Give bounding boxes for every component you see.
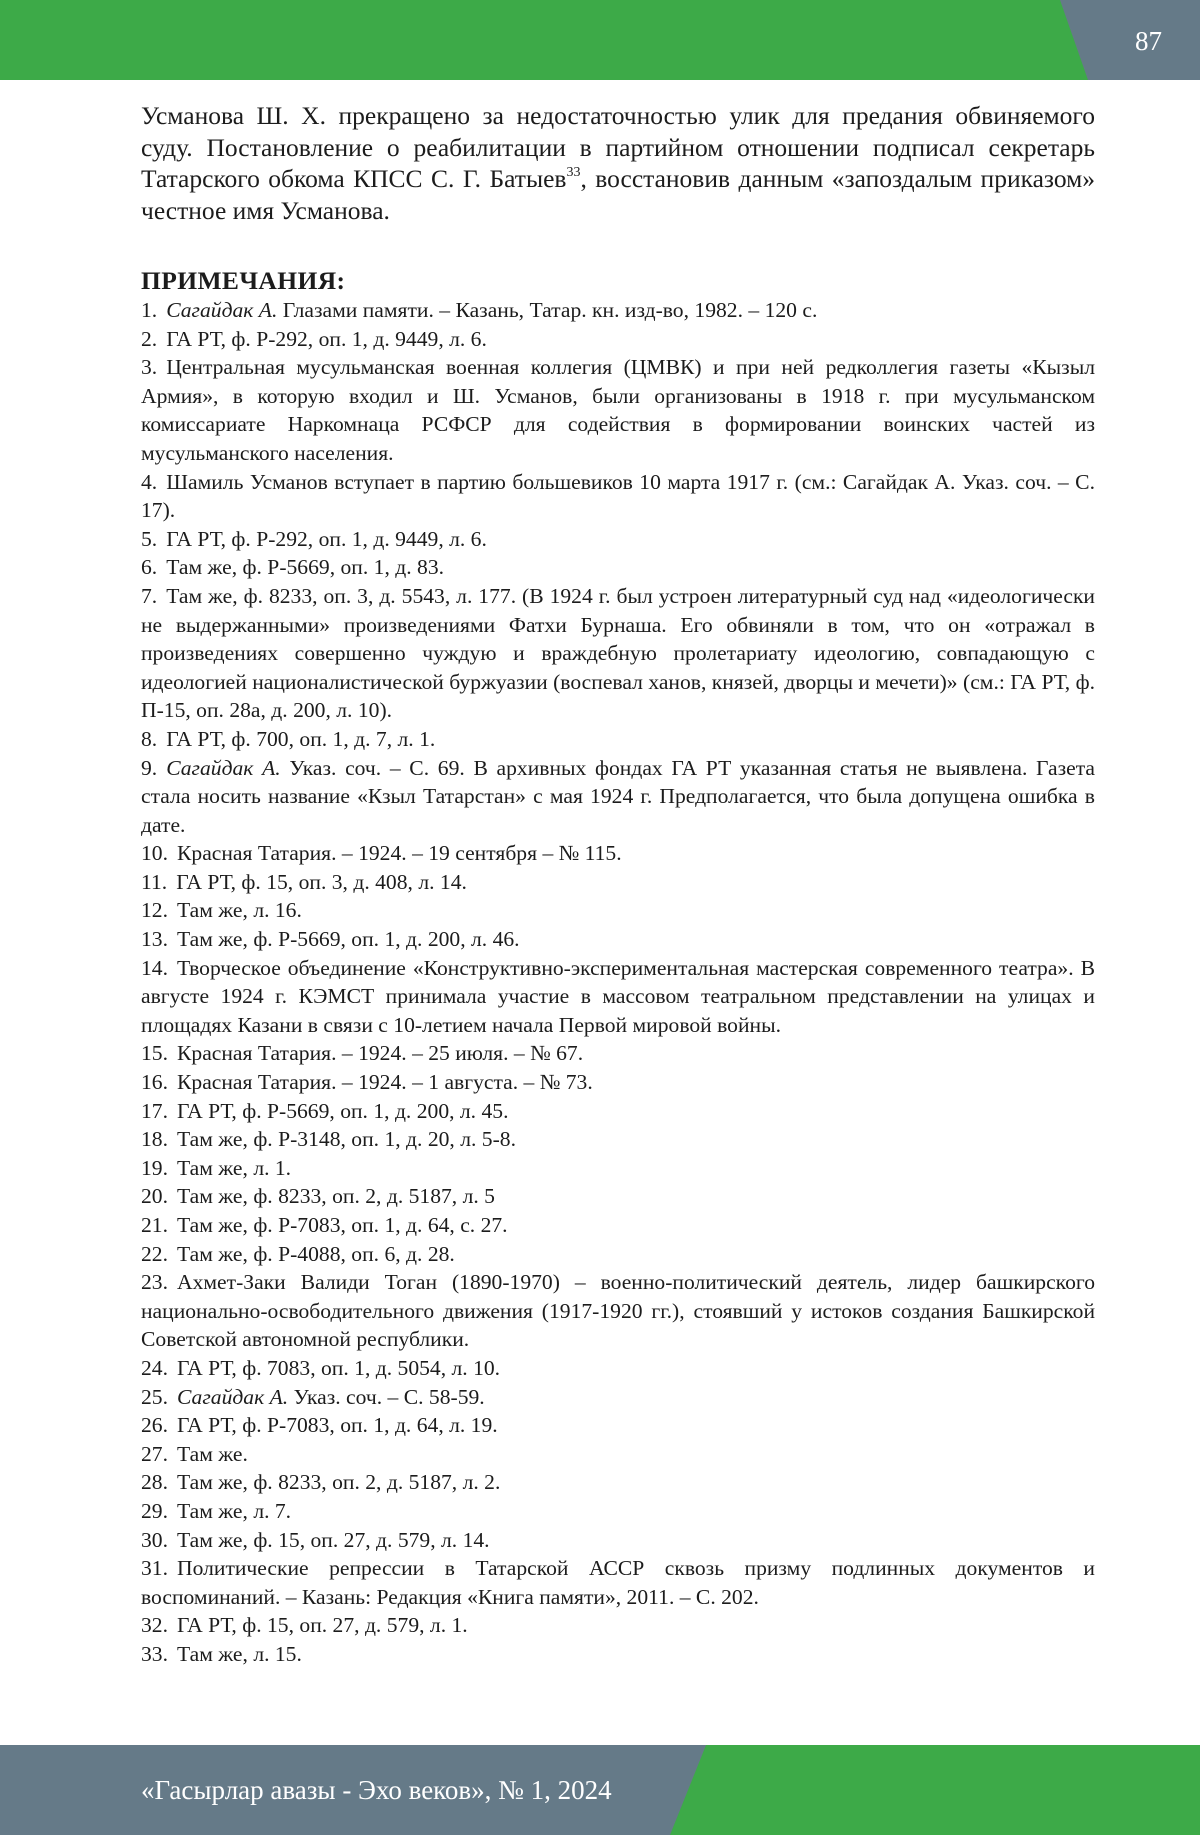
note-item [141,1154,1095,1183]
note-text: Творческое объединение «Конструктивно-экспериментальная мастерская современного театра». В августе 1924 г. КЭМСТ принимала участие в массовом театральном представлении на улицах и площадях Казани в связи с 10-летием начала Первой мировой войны. [141,955,1095,1037]
note-text: Там же, л. 16. [177,898,302,923]
note-item [141,296,1095,325]
note-item [141,325,1095,354]
note-item [141,868,1095,897]
notes-heading: ПРИМЕЧАНИЯ: [141,266,346,295]
note-item [141,896,1095,925]
note-number: 2. [141,326,158,351]
note-text: ГА РТ, ф. Р-292, оп. 1, д. 9449, л. 6. [166,526,487,551]
note-author: Сагайдак А. [166,755,281,780]
note-number: 10. [141,841,168,866]
note-number: 1. [141,298,158,322]
note-number: 24. [141,1355,168,1380]
note-text: ГА РТ, ф. 700, оп. 1, д. 7, л. 1. [166,726,436,751]
page-number: 87 [1135,26,1162,56]
page-content [141,100,1095,1669]
note-item [141,553,1095,582]
note-item [141,1039,1095,1068]
note-text: ГА РТ, ф. Р-5669, оп. 1, д. 200, л. 45. [177,1098,509,1123]
note-text: Там же, ф. 15, оп. 27, д. 579, л. 14. [177,1527,490,1552]
note-number: 16. [141,1070,168,1095]
note-number: 15. [141,1041,168,1066]
page-footer [0,1745,1200,1835]
note-item [141,582,1095,725]
note-number: 5. [141,526,158,551]
note-text: Там же, ф. 8233, оп. 2, д. 5187, л. 5 [177,1184,495,1209]
note-text: Там же, ф. Р-5669, оп. 1, д. 200, л. 46. [177,927,520,952]
note-number: 11. [141,869,168,894]
note-item [141,925,1095,954]
note-item [141,1554,1095,1611]
note-number: 27. [141,1441,168,1466]
note-text: ГА РТ, ф. 15, оп. 3, д. 408, л. 14. [176,869,467,894]
intro-text-part-1: Усманова Ш. Х. прекращено за недостаточностью улик для предания обвиняемого суду. Постановление о реабилитации в партийном отношении подписал секретарь Татарского обкома КПСС С. Г. Батыев [141,101,1095,193]
note-item [141,839,1095,868]
note-text: Красная Татария. – 1924. – 19 сентября – № 115. [177,841,622,866]
note-text: Глазами памяти. – Казань, Татар. кн. изд-во, 1982. – 120 с. [277,298,818,322]
note-item [141,1611,1095,1640]
note-number: 17. [141,1098,168,1123]
note-text: ГА РТ, ф. 15, оп. 27, д. 579, л. 1. [177,1613,468,1638]
note-text: Там же, л. 1. [177,1155,292,1180]
note-number: 21. [141,1213,168,1237]
note-text: Там же, л. 7. [177,1498,292,1523]
note-number: 33. [141,1641,168,1666]
note-item [141,1383,1095,1412]
note-item [141,1182,1095,1211]
note-number: 3. [141,355,158,380]
footnote-ref-33[interactable]: 33 [566,164,581,180]
journal-title: «Гасырлар авазы - Эхо веков», № 1, 2024 [141,1775,612,1805]
note-item [141,1411,1095,1440]
note-text: Красная Татария. – 1924. – 25 июля. – № 67. [177,1041,584,1066]
note-number: 30. [141,1527,168,1552]
note-text: Там же, ф. Р-4088, оп. 6, д. 28. [177,1241,455,1266]
note-number: 23. [141,1270,168,1295]
note-text: Политические репрессии в Татарской АССР сквозь призму подлинных документов и воспоминаний. – Казань: Редакция «Книга памяти», 2011. – С. 202. [141,1556,1095,1609]
note-number: 25. [141,1384,168,1409]
note-number: 14. [141,955,168,980]
note-number: 26. [141,1413,168,1438]
note-text: Шамиль Усманов вступает в партию большевиков 10 марта 1917 г. (см.: Сагайдак А. Указ. соч. – С. 17). [141,469,1095,523]
note-number: 7. [141,583,158,608]
page-header [0,0,1200,80]
note-number: 9. [141,755,158,780]
note-number: 32. [141,1613,168,1638]
footer-green-band [670,1745,1200,1835]
header-green-band [0,0,1200,80]
note-item [141,1125,1095,1154]
note-number: 8. [141,726,158,751]
note-item [141,1240,1095,1269]
note-text: Красная Татария. – 1924. – 1 августа. – № 73. [177,1070,593,1095]
note-text: ГА РТ, ф. Р-7083, оп. 1, д. 64, л. 19. [177,1413,498,1438]
note-text: Там же, ф. Р-5669, оп. 1, д. 83. [166,555,445,580]
note-text: Указ. соч. – С. 69. В архивных фондах ГА РТ указанная статья не выявлена. Газета стала носить название «Кзыл Татарстан» с мая 1924 г. Предполагается, что была допущена ошибка в дате. [141,755,1095,837]
note-item [141,1097,1095,1126]
note-number: 31. [141,1556,168,1581]
note-number: 22. [141,1241,168,1266]
note-number: 19. [141,1155,168,1180]
note-item [141,353,1095,467]
note-author: Сагайдак А. [166,298,278,322]
note-item [141,1068,1095,1097]
note-item [141,1440,1095,1469]
note-item [141,1211,1095,1240]
note-item [141,525,1095,554]
note-text: Центральная мусульманская военная коллегия (ЦМВК) и при ней редколлегия газеты «Кызыл Армия», в которую входил и Ш. Усманов, были организованы в 1918 г. при мусульманском комиссариате Наркомнаца РСФСР для содействия в формировании воинских частей из мусульманского населения. [141,355,1095,465]
note-item [141,1468,1095,1497]
note-number: 28. [141,1470,168,1495]
note-number: 20. [141,1184,168,1209]
note-text: Ахмет-Заки Валиди Тоган (1890-1970) – военно-политический деятель, лидер башкирского национально-освободительного движения (1917-1920 гг.), стоявший у истоков создания Башкирской Советской автономной республики. [141,1270,1095,1352]
note-author: Сагайдак А. [177,1384,289,1409]
note-number: 29. [141,1498,168,1523]
note-text: Там же, ф. 8233, оп. 3, д. 5543, л. 177. (В 1924 г. был устроен литературный суд над «идеологически не выдержанными» произведениями Фатхи Бурнаша. Его обвиняли в том, что он «отражал в произведениях совершенно чуждую и враждебную пролетариату идеологию, совпадающую с идеологией националистической буржуазии (воспевал ханов, князей, дворцы и мечети)» (см.: ГА РТ, ф. П-15, оп. 28а, д. 200, л. 10). [141,583,1095,723]
note-text: Там же. [177,1441,248,1466]
notes-list [141,296,1095,1669]
note-text: ГА РТ, ф. 7083, оп. 1, д. 5054, л. 10. [177,1355,501,1380]
note-item [141,468,1095,525]
note-number: 13. [141,927,168,952]
note-text: Там же, ф. Р-3148, оп. 1, д. 20, л. 5-8. [177,1127,516,1152]
note-item [141,1526,1095,1555]
note-item [141,1268,1095,1354]
note-number: 18. [141,1127,168,1152]
note-text: ГА РТ, ф. Р-292, оп. 1, д. 9449, л. 6. [166,326,487,351]
note-number: 12. [141,898,168,923]
note-item [141,954,1095,1040]
note-item [141,1640,1095,1669]
note-item [141,1354,1095,1383]
note-text: Там же, ф. Р-7083, оп. 1, д. 64, с. 27. [177,1213,508,1237]
note-text: Там же, ф. 8233, оп. 2, д. 5187, л. 2. [177,1470,501,1495]
intro-text-part-2: , восстановив данным «запоздалым приказом» честное имя Усманова. [141,164,1095,225]
note-number: 6. [141,555,158,580]
note-item [141,754,1095,840]
intro-paragraph [141,100,1095,226]
note-text: Указ. соч. – С. 58-59. [288,1384,485,1409]
note-number: 4. [141,469,158,494]
note-item [141,725,1095,754]
note-text: Там же, л. 15. [177,1641,302,1666]
note-item [141,1497,1095,1526]
